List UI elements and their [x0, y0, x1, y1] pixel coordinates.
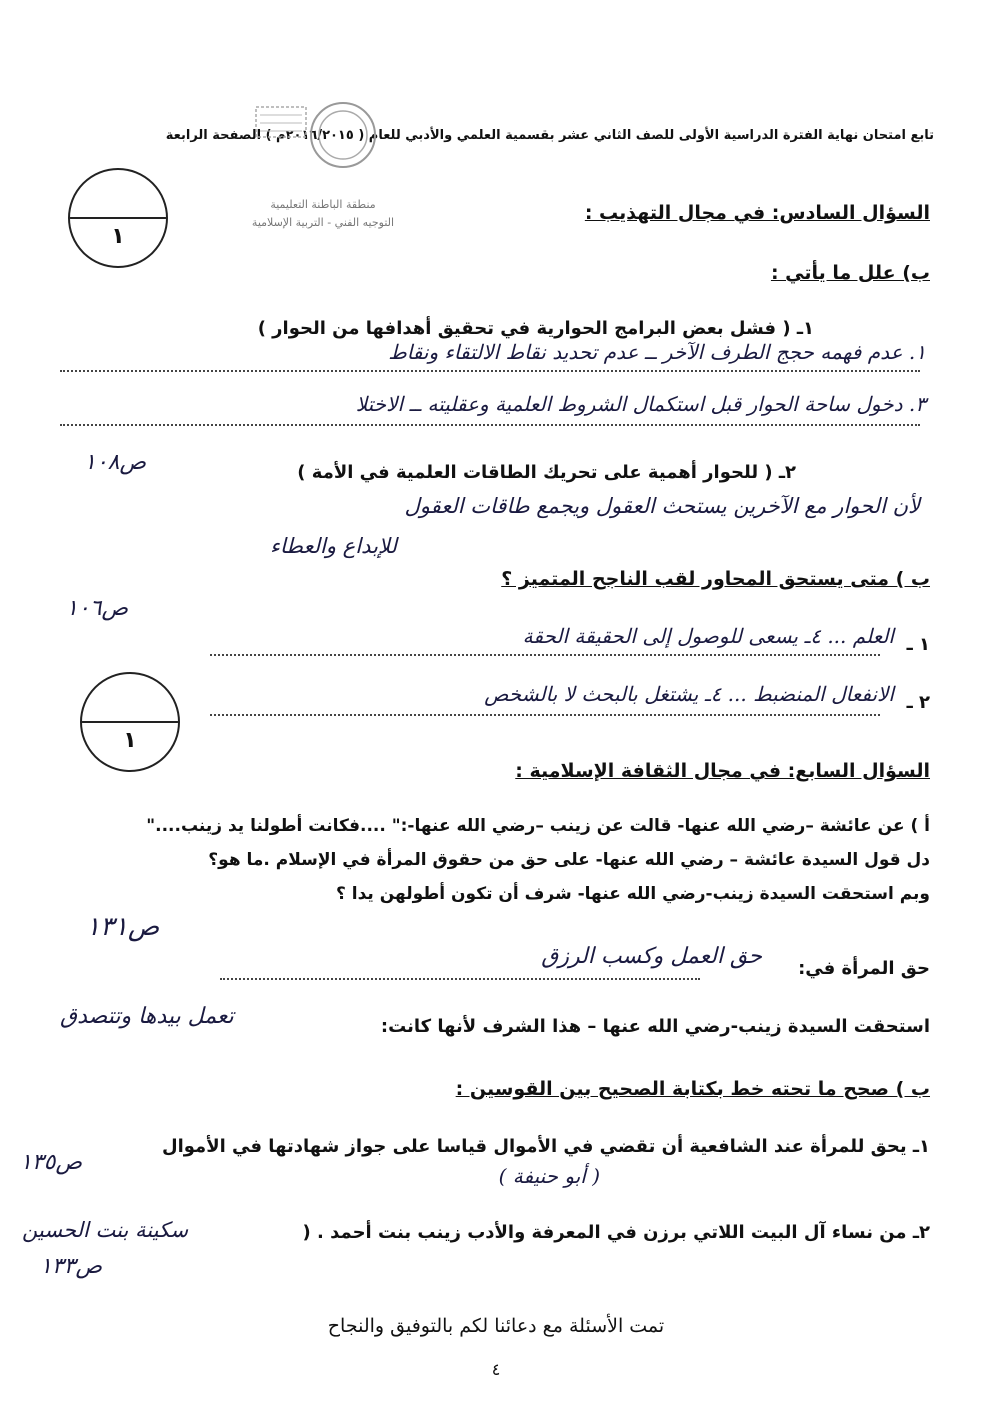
q7-correction-1-answer: ( أبو حنيفة )	[498, 1164, 600, 1188]
score-circle-q6	[68, 168, 168, 268]
q7-correction-2: ٢ـ من نساء آل البيت اللاتي برزن في المعرفة والأدب زينب بنت أحمد . (	[302, 1222, 930, 1243]
page-number: ٤	[491, 1360, 501, 1379]
q6-answer-1: العلم ... ٤ـ يسعى للوصول إلى الحقيقة الحقة	[522, 624, 894, 648]
q6-part-b-title: ب) علل ما يأتي :	[770, 262, 930, 284]
q6-item-1-answer-2: ٣. دخول ساحة الحوار قبل استكمال الشروط العلمية وعقليته ــ الاختلا	[355, 392, 926, 416]
q7-right-answer: حق العمل وكسب الرزق	[541, 944, 762, 969]
score-divider	[70, 217, 166, 219]
q6-part-b2-title: ب ) متى يستحق المحاور لقب الناجح المتميز ؟	[501, 568, 930, 590]
stamp-text	[248, 196, 398, 232]
q6-item-1-answer-1: ١. عدم فهمه حجج الطرف الآخر ــ عدم تحديد نقاط الالتقاء ونقاط	[388, 340, 926, 364]
q7-deserved-label: استحقت السيدة زينب-رضي الله عنها – هذا الشرف لأنها كانت:	[380, 1016, 930, 1037]
q7-correction-1-reference: ص١٣٥	[20, 1150, 83, 1175]
stamp-line-2: التوجيه الفني - التربية الإسلامية	[251, 216, 395, 229]
q7-question-line-2: دل قول السيدة عائشة – رضي الله عنها- على حق من حقوق المرأة في الإسلام .ما هو؟	[208, 850, 930, 870]
closing-message: تمت الأسئلة مع دعائنا لكم بالتوفيق والنجاح	[327, 1315, 665, 1337]
answer-line	[220, 976, 700, 980]
score-divider	[82, 721, 178, 723]
answer-line	[210, 652, 880, 656]
q6-item-2: ٢ـ ( للحوار أهمية على تحريك الطاقات العلمية في الأمة )	[297, 462, 796, 483]
q7-title: السؤال السابع: في مجال الثقافة الإسلامية :	[515, 760, 930, 782]
q6-item-2-reference: ص١٠٨	[84, 450, 147, 475]
q6-title: السؤال السادس: في مجال التهذيب :	[584, 202, 930, 224]
q7-quote-line: أ ) عن عائشة –رضي الله عنها- قالت عن زينب –رضي الله عنها-:" ....فكانت أطولنا يد زينب...."	[146, 816, 930, 836]
answer-line	[60, 422, 920, 426]
q6-answer-2: الانفعال المنضبط ... ٤ـ يشتغل بالبحث لا بالشخص	[484, 682, 894, 706]
q7-reference: ص١٣١	[86, 912, 160, 942]
score-circle-q7	[80, 672, 180, 772]
q7-deserved-answer: تعمل بيدها وتتصدق	[60, 1004, 234, 1029]
exam-header: تابع امتحان نهاية الفترة الدراسية الأولى للصف الثاني عشر بقسمية العلمي والأدبي للعام ( ٢٠١٦/٢٠١٥م ) الصفحة الرابعة	[165, 128, 934, 143]
q6-part-b2-reference: ص١٠٦	[66, 596, 129, 621]
score-value: ١	[123, 728, 137, 753]
q6-answer-2-label: ٢ ـ	[906, 692, 930, 713]
answer-line	[210, 712, 880, 716]
q7-correction-2-answer: سكينة بنت الحسين	[22, 1218, 189, 1242]
q7-right-label: حق المرأة في:	[798, 958, 930, 979]
score-value: ١	[111, 224, 125, 249]
answer-line	[60, 368, 920, 372]
q6-item-1: ١ـ ( فشل بعض البرامج الحوارية في تحقيق أهدافها من الحوار )	[257, 318, 814, 339]
q6-answer-1-label: ١ ـ	[906, 634, 930, 655]
stamp-line-1: منطقة الباطنة التعليمية	[270, 198, 376, 211]
q6-item-2-answer-1: لأن الحوار مع الآخرين يستحث العقول ويجمع طاقات العقول	[404, 494, 920, 518]
q7-part-b-title: ب ) صحح ما تحته خط بكتابة الصحيح بين القوسين :	[455, 1078, 930, 1100]
q7-question-line-3: وبم استحقت السيدة زينب-رضي الله عنها- شرف أن تكون أطولهن يدا ؟	[335, 884, 930, 904]
q6-item-2-answer-2: للإبداع والعطاء	[270, 534, 397, 558]
q7-correction-2-reference: ص١٣٣	[40, 1254, 103, 1279]
q7-correction-1: ١ـ يحق للمرأة عند الشافعية أن تقضي في الأموال قياسا على جواز شهادتها في الأموال	[161, 1136, 930, 1157]
